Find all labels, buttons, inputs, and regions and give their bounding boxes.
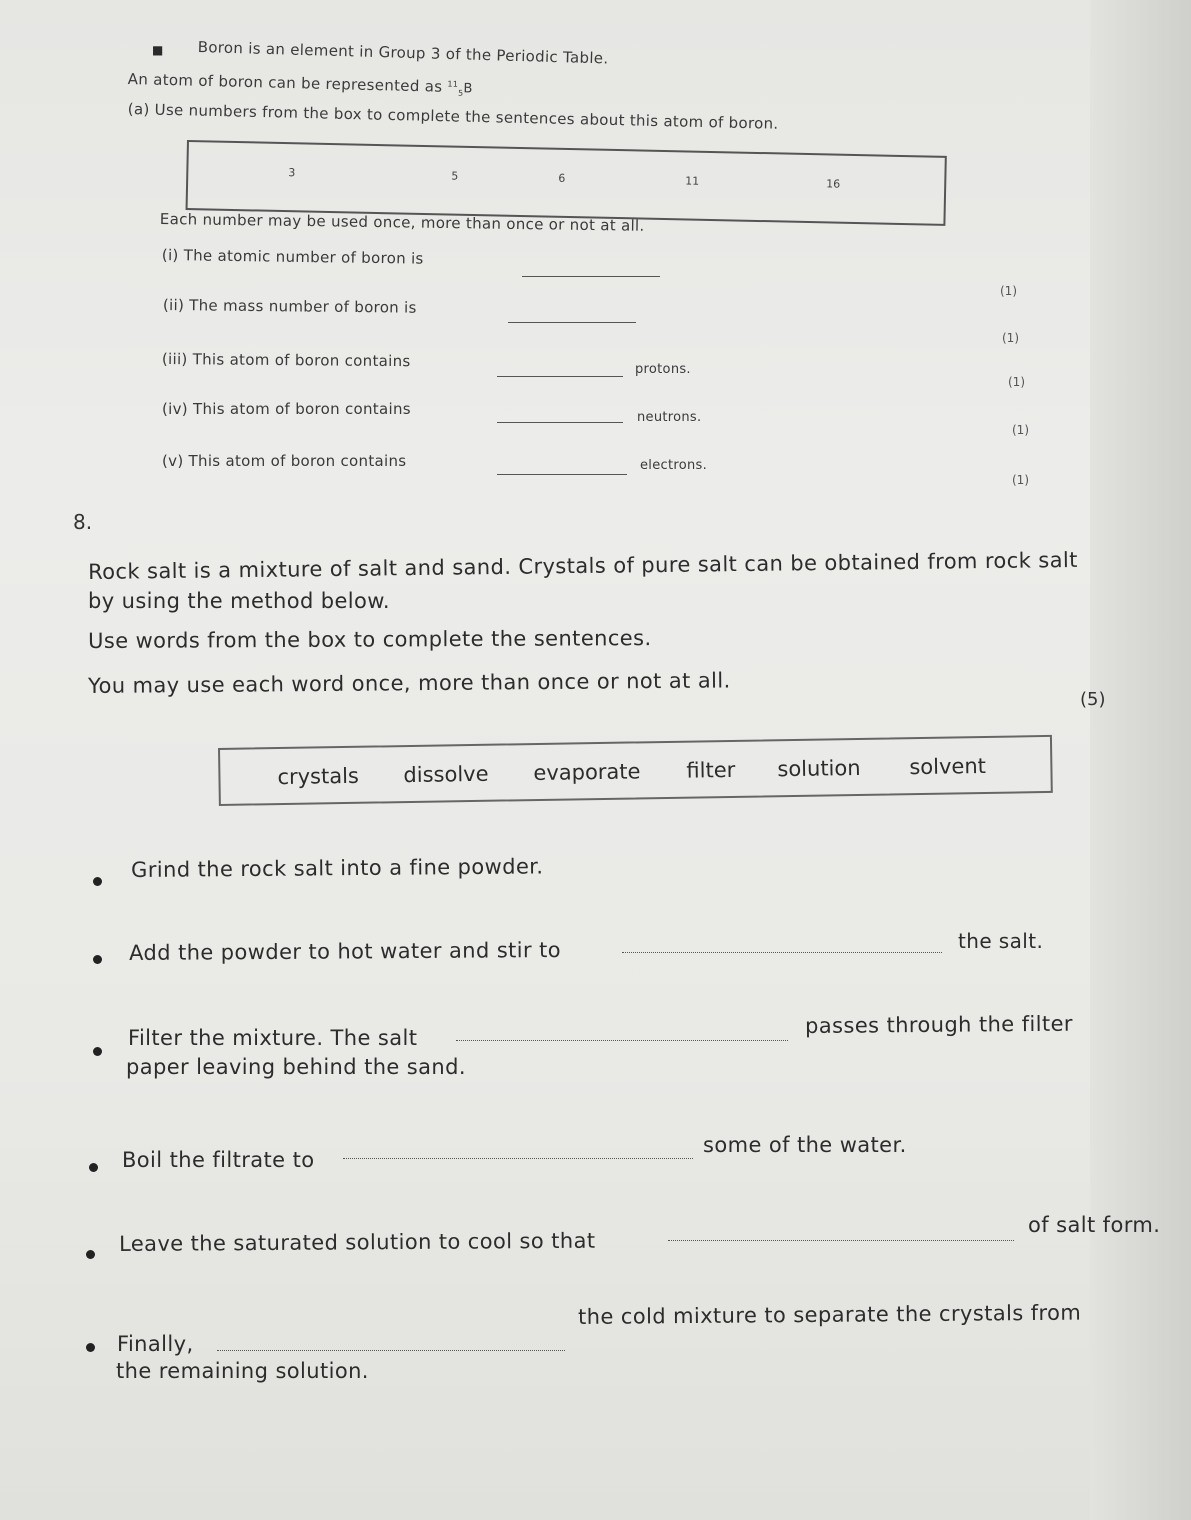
q7-iii-text: (iii) This atom of boron contains bbox=[161, 350, 411, 371]
number-option-5: 16 bbox=[826, 177, 841, 191]
q7-each-number-note: Each number may be used once, more than once or not at all. bbox=[159, 210, 645, 235]
q7-bullet-mark: ■ bbox=[152, 43, 164, 57]
q7-ii-text: (ii) The mass number of boron is bbox=[162, 296, 417, 317]
step-2-text: Add the powder to hot water and stir to bbox=[129, 937, 562, 965]
step-1-text: Grind the rock salt into a fine powder. bbox=[131, 854, 544, 882]
step-6-text: Finally, bbox=[117, 1332, 194, 1356]
step-6-suffix: the cold mixture to separate the crystals from bbox=[578, 1300, 1082, 1329]
step-3-continuation: paper leaving behind the sand. bbox=[126, 1055, 466, 1079]
word-option-dissolve: dissolve bbox=[403, 761, 489, 788]
step-5-bullet bbox=[86, 1250, 95, 1259]
step-4-bullet bbox=[89, 1163, 98, 1172]
boron-element-symbol: B bbox=[463, 81, 473, 97]
step-5-answer-line[interactable] bbox=[668, 1240, 1014, 1241]
step-5-text: Leave the saturated solution to cool so that bbox=[119, 1228, 596, 1256]
q7-representation-text: An atom of boron can be represented as bbox=[127, 70, 443, 96]
q7-iii-suffix: protons. bbox=[635, 362, 691, 377]
boron-atomic-subscript: 5 bbox=[457, 88, 464, 98]
q8-word-use-note: You may use each word once, more than once or not at all. bbox=[88, 668, 731, 698]
step-2-answer-line[interactable] bbox=[622, 952, 942, 953]
q7-ii-mark: (1) bbox=[1002, 331, 1019, 345]
q7-i-answer-line[interactable] bbox=[522, 276, 660, 277]
step-3-answer-line[interactable] bbox=[456, 1040, 788, 1041]
number-option-1: 3 bbox=[288, 166, 296, 180]
q7-iv-mark: (1) bbox=[1012, 423, 1029, 437]
q7-iv-text: (iv) This atom of boron contains bbox=[162, 400, 411, 418]
word-option-solvent: solvent bbox=[909, 753, 987, 780]
boron-symbol bbox=[447, 81, 473, 97]
step-5-suffix: of salt form. bbox=[1028, 1213, 1161, 1237]
step-6-bullet bbox=[86, 1343, 95, 1352]
q8-total-mark: (5) bbox=[1080, 689, 1106, 710]
step-6-answer-line[interactable] bbox=[217, 1350, 565, 1351]
step-4-answer-line[interactable] bbox=[343, 1158, 693, 1159]
q7-iv-answer-line[interactable] bbox=[497, 422, 623, 423]
step-6-continuation: the remaining solution. bbox=[116, 1359, 369, 1383]
step-2-suffix: the salt. bbox=[958, 929, 1044, 953]
step-3-bullet bbox=[93, 1047, 102, 1056]
q7a-instruction: (a) Use numbers from the box to complete the sentences about this atom of boron. bbox=[127, 100, 779, 133]
step-4-text: Boil the filtrate to bbox=[122, 1148, 315, 1172]
q8-instruction: Use words from the box to complete the sentences. bbox=[88, 626, 652, 653]
word-option-filter: filter bbox=[686, 757, 736, 783]
q8-intro-line-1: Rock salt is a mixture of salt and sand. Crystals of pure salt can be obtained from rock salt bbox=[88, 547, 1078, 584]
q7-v-text: (v) This atom of boron contains bbox=[162, 452, 407, 470]
number-option-2: 5 bbox=[451, 169, 459, 183]
step-2-bullet bbox=[93, 955, 102, 964]
q7-v-suffix: electrons. bbox=[640, 458, 708, 473]
number-option-4: 11 bbox=[685, 174, 700, 188]
paper-edge bbox=[1090, 0, 1191, 1520]
boron-mass-superscript: 11 bbox=[447, 79, 459, 89]
q7-v-mark: (1) bbox=[1012, 473, 1029, 487]
q8-intro-line-2: by using the method below. bbox=[88, 589, 391, 613]
number-option-3: 6 bbox=[558, 171, 566, 185]
q7-i-text: (i) The atomic number of boron is bbox=[161, 246, 424, 268]
q7-iii-mark: (1) bbox=[1008, 375, 1025, 389]
step-4-suffix: some of the water. bbox=[703, 1133, 907, 1157]
q7-v-answer-line[interactable] bbox=[497, 474, 627, 475]
question-number: 8. bbox=[73, 510, 93, 534]
step-3-text: Filter the mixture. The salt bbox=[128, 1026, 418, 1050]
q7-ii-answer-line[interactable] bbox=[508, 322, 636, 323]
q7-intro: Boron is an element in Group 3 of the Periodic Table. bbox=[197, 38, 609, 68]
word-option-solution: solution bbox=[777, 755, 861, 782]
q7-i-mark: (1) bbox=[1000, 284, 1017, 298]
word-option-crystals: crystals bbox=[277, 763, 360, 790]
q7-iii-answer-line[interactable] bbox=[497, 376, 623, 377]
word-option-evaporate: evaporate bbox=[533, 759, 641, 786]
q7-iv-suffix: neutrons. bbox=[637, 410, 702, 425]
step-1-bullet bbox=[93, 877, 102, 886]
step-3-suffix: passes through the filter bbox=[805, 1011, 1073, 1038]
